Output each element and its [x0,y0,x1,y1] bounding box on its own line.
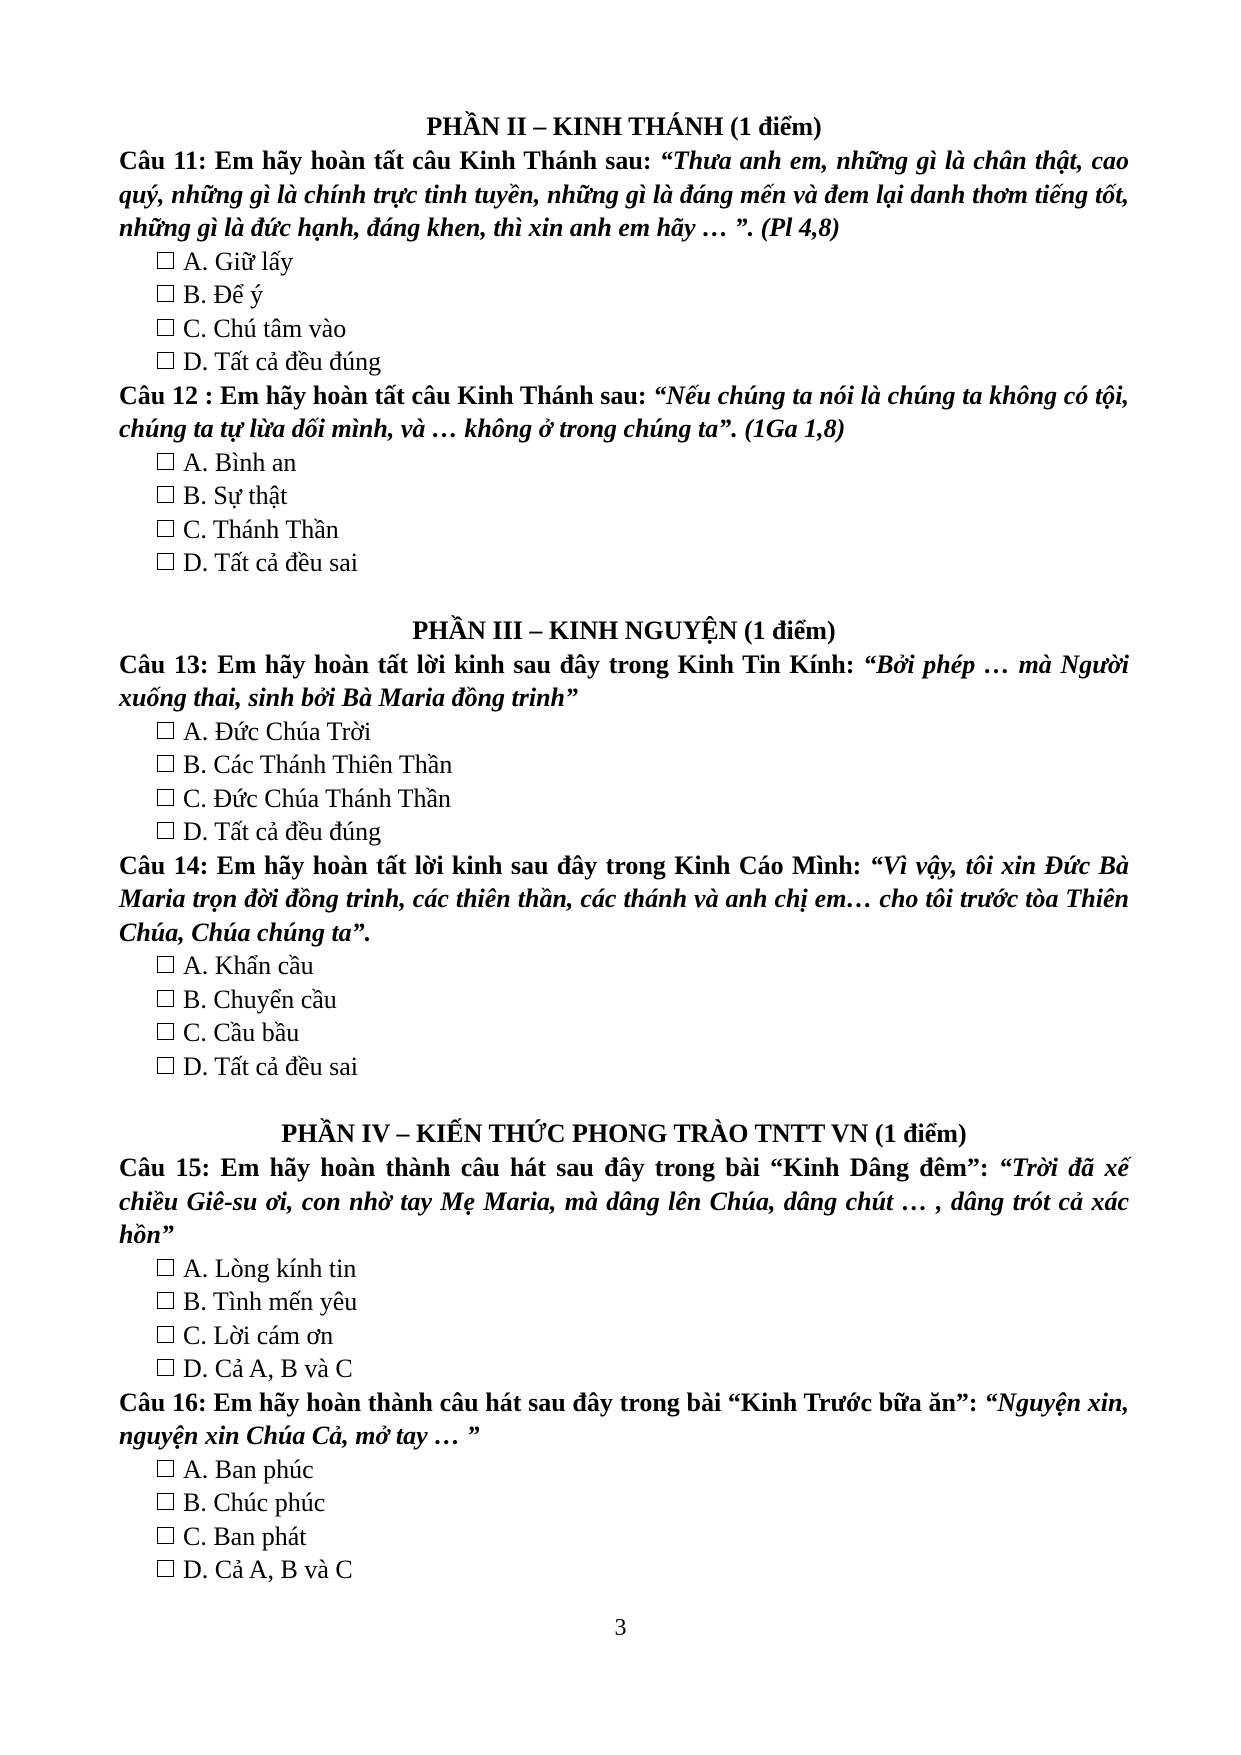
option-row[interactable] [119,782,1129,816]
option-label: A. Bình an [183,447,297,477]
checkbox[interactable] [157,520,174,537]
option-label: C. Lời cám ơn [183,1320,334,1350]
option-row[interactable] [119,546,1129,580]
option-row[interactable] [119,312,1129,346]
option-label: D. Tất cả đều đúng [183,347,382,376]
checkbox[interactable] [157,319,174,336]
question-16 [119,1386,1129,1453]
question-15-options [119,1252,1129,1386]
option-label: B. Chúc phúc [183,1488,326,1517]
checkbox[interactable] [157,990,174,1007]
checkbox[interactable] [157,789,174,806]
question-label: Câu 16: Em hãy hoàn thành câu hát sau đây trong bài “Kinh Trước bữa ăn”: [119,1387,985,1417]
option-label: C. Thánh Thần [183,514,339,544]
checkbox[interactable] [157,956,174,973]
checkbox[interactable] [157,1359,174,1376]
option-row[interactable] [119,1553,1129,1587]
checkbox[interactable] [157,1057,174,1074]
option-label: A. Ban phúc [183,1454,314,1484]
checkbox[interactable] [157,1326,174,1343]
checkbox[interactable] [157,755,174,772]
checkbox[interactable] [157,553,174,570]
option-label: D. Tất cả đều đúng [183,817,382,846]
option-row[interactable] [119,1520,1129,1554]
question-label: Câu 13: Em hãy hoàn tất lời kinh sau đây trong Kinh Tin Kính: [119,649,864,679]
option-label: C. Cầu bầu [183,1018,300,1047]
question-label: Câu 15: Em hãy hoàn thành câu hát sau đây trong bài “Kinh Dâng đêm”: [119,1153,999,1182]
question-11-options [119,245,1129,379]
checkbox[interactable] [157,722,174,739]
checkbox[interactable] [157,252,174,269]
section-title-4: PHẦN IV – KIẾN THỨC PHONG TRÀO TNTT VN (1 điểm) [281,1119,967,1148]
checkbox[interactable] [157,285,174,302]
checkbox[interactable] [157,822,174,839]
question-12-options [119,446,1129,580]
section-title-2: PHẦN II – KINH THÁNH (1 điểm) [426,112,822,141]
option-row[interactable] [119,748,1129,782]
question-quote: “Trời đã xế chiều Giê-su ơi, con nhờ tay Mẹ Maria, mà dâng lên Chúa, dâng chút … , dâng trót cả xác hồn” [119,1153,1129,1249]
option-row[interactable] [119,245,1129,279]
option-label: C. Đức Chúa Thánh Thần [183,783,452,813]
option-row[interactable] [119,345,1129,379]
option-row[interactable] [119,1486,1129,1520]
option-row[interactable] [119,815,1129,849]
checkbox[interactable] [157,453,174,470]
option-label: D. Cả A, B và C [183,1354,353,1383]
question-11 [119,144,1129,245]
option-row[interactable] [119,715,1129,749]
question-14-options [119,949,1129,1083]
exam-page [119,110,1129,1587]
option-row[interactable] [119,513,1129,547]
section-spacer [119,580,1129,614]
option-label: D. Tất cả đều sai [183,1051,358,1081]
question-quote: “Nếu chúng ta nói là chúng ta không có tội, chúng ta tự lừa dối mình, và … không ở trong chúng ta”. (1Ga 1,8) [119,380,1129,443]
checkbox[interactable] [157,486,174,503]
option-row[interactable] [119,983,1129,1017]
question-quote: “Bởi phép … mà Người xuống thai, sinh bởi Bà Maria đồng trinh” [119,649,1129,712]
question-16-options [119,1453,1129,1587]
option-row[interactable] [119,1016,1129,1050]
page-number: 3 [614,1615,627,1641]
section-spacer [119,1083,1129,1117]
question-quote: “Vì vậy, tôi xin Đức Bà Maria trọn đời đồng trinh, các thiên thần, các thánh và anh chị em… cho tôi trước tòa Thiên Chúa, Chúa chúng ta”. [119,850,1130,947]
question-13-options [119,715,1129,849]
option-row[interactable] [119,1352,1129,1386]
option-row[interactable] [119,1252,1129,1286]
option-label: A. Giữ lấy [183,246,294,276]
option-label: B. Tình mến yêu [183,1287,358,1316]
option-row[interactable] [119,1453,1129,1487]
checkbox[interactable] [157,1527,174,1544]
option-label: A. Đức Chúa Trời [183,716,372,746]
checkbox[interactable] [157,1259,174,1276]
option-row[interactable] [119,479,1129,513]
option-label: C. Ban phát [183,1521,307,1551]
option-label: D. Tất cả đều sai [183,548,358,577]
checkbox[interactable] [157,352,174,369]
option-row[interactable] [119,1319,1129,1353]
section-title-3: PHẦN III – KINH NGUYỆN (1 điểm) [412,615,836,645]
option-label: A. Khẩn cầu [183,951,314,980]
question-14 [119,849,1129,950]
checkbox[interactable] [157,1460,174,1477]
checkbox[interactable] [157,1560,174,1577]
question-12 [119,379,1129,446]
option-row[interactable] [119,446,1129,480]
option-row[interactable] [119,278,1129,312]
question-label: Câu 14: Em hãy hoàn tất lời kinh sau đây trong Kinh Cáo Mình: [119,850,870,880]
question-label: Câu 12 : Em hãy hoàn tất câu Kinh Thánh sau: [119,380,654,410]
option-label: A. Lòng kính tin [183,1253,357,1283]
option-row[interactable] [119,949,1129,983]
checkbox[interactable] [157,1493,174,1510]
question-15 [119,1151,1129,1252]
checkbox[interactable] [157,1023,174,1040]
option-label: B. Sự thật [183,481,288,510]
option-label: D. Cả A, B và C [183,1555,353,1584]
question-quote: “Thưa anh em, những gì là chân thật, cao quý, những gì là chính trực tinh tuyền, những gì là đáng mến và đem lại danh thơm tiếng tốt, những gì là đức hạnh, đáng khen, thì xin anh em hãy … ”. (Pl 4,8) [119,146,1129,242]
option-label: B. Các Thánh Thiên Thần [183,750,453,779]
option-label: C. Chú tâm vào [183,313,347,343]
question-13 [119,648,1129,715]
option-row[interactable] [119,1050,1129,1084]
option-row[interactable] [119,1285,1129,1319]
option-label: B. Chuyển cầu [183,984,337,1014]
question-quote: “Nguyện xin, nguyện xin Chúa Cả, mở tay … ” [119,1387,1129,1450]
checkbox[interactable] [157,1292,174,1309]
option-label: B. Để ý [183,280,264,309]
question-label: Câu 11: Em hãy hoàn tất câu Kinh Thánh sau: [119,146,660,175]
